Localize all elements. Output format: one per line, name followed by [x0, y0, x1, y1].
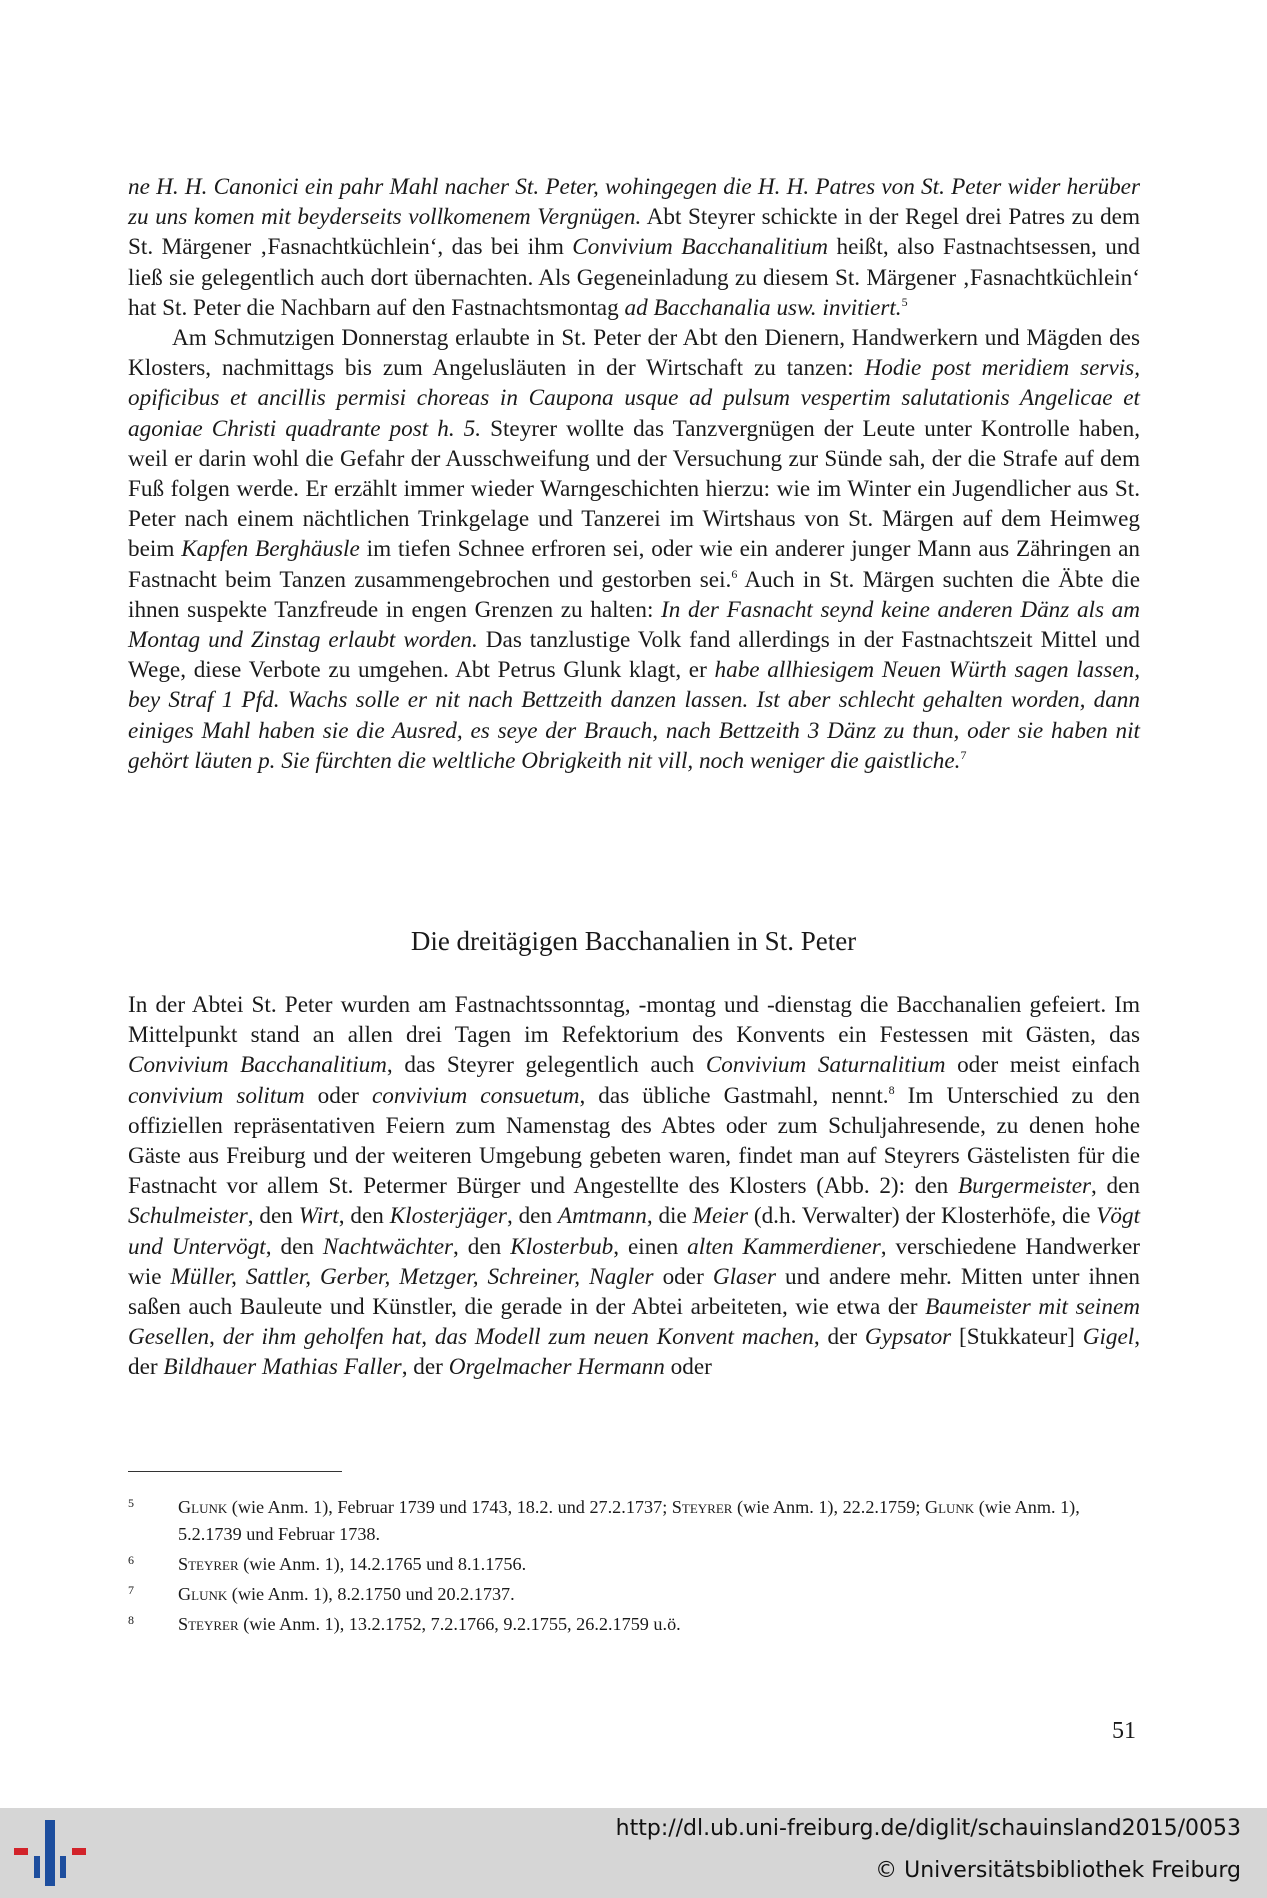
text-run: , den [453, 1233, 511, 1260]
text-run: , den [1091, 1173, 1141, 1200]
text-run: , das übliche Gastmahl, nennt. [579, 1082, 889, 1109]
footnote-number: 7 [128, 1583, 134, 1597]
italic-text: der ihm geholfen hat, das Modell zum neuen Konvent machen [222, 1324, 814, 1351]
author-name: Steyrer [178, 1614, 239, 1634]
italic-text: Nachtwächter [322, 1233, 454, 1260]
text-run: Am Schmutzigen Donnerstag erlaubte in St. Peter der Abt den Dienern, Handwerkern und Mägden des Klosters, nachmittags bis zum Angelusläuten in der Wirtschaft zu tanzen: [128, 325, 1140, 382]
italic-text: Gigel [1082, 1324, 1135, 1351]
text-run: (wie Anm. 1), 22.2.1759; [732, 1497, 925, 1517]
text-run: (wie Anm. 1), Februar 1739 und 1743, 18.2. und 27.2.1737; [227, 1497, 672, 1517]
italic-text: In der Fasnacht seynd keine anderen Dänz als am Montag und Zinstag erlaubt worden. [128, 596, 1140, 654]
section-heading: Die dreitägigen Bacchanalien in St. Peter [410, 926, 857, 956]
footnote [128, 1581, 1140, 1608]
logo-bar-center [45, 1820, 55, 1886]
italic-text: Glaser [712, 1263, 776, 1290]
text-run: Abt Steyrer schickte in der Regel drei Patres zu dem St. Märgener ‚Fasnachtküchlein‘, das bei ihm [128, 204, 1140, 261]
italic-text: Convivium Bacchanalitium [128, 1052, 387, 1079]
text-run: , das Steyrer gelegentlich auch [386, 1052, 706, 1079]
text-run: Im Unterschied zu den offiziellen repräsentativen Feiern zum Namenstag des Abtes oder zum Schuljahresende, zu denen hohe Gäste aus Freiburg und der weiteren Umgebung gebeten waren, findet man auf Steyrers Gästelisten für die Fastnacht vor allem St. Petermer Bürger und Angestellte des Klosters (Abb. 2): den [128, 1082, 1140, 1200]
italic-text: convivium consuetum [371, 1082, 580, 1109]
logo-dash-right [72, 1848, 86, 1855]
text-run: , der [401, 1354, 449, 1381]
author-name: Steyrer [178, 1554, 239, 1574]
text-run: , den [247, 1203, 299, 1230]
footnote-number: 5 [128, 1496, 134, 1510]
italic-text: Kapfen Berghäusle [181, 536, 360, 563]
author-name: Steyrer [671, 1497, 733, 1517]
page-number: 51 [1112, 1718, 1136, 1744]
text-run: , der [813, 1324, 865, 1351]
text-run: (wie Anm. 1), 8.2.1750 und 20.2.1737. [227, 1584, 515, 1604]
italic-text: Schulmeister [128, 1203, 248, 1230]
text-run: oder [664, 1354, 712, 1381]
text-run: [Stukkateur] [951, 1324, 1083, 1351]
body-text-top [128, 172, 1140, 776]
italic-text: ad Bacchanalia usw. invitiert. [624, 294, 902, 321]
text-run: im tiefen Schnee erfroren sei, oder wie ein anderer junger Mann aus Zähringen an Fastnacht beim Tanzen zusammengebrochen und gestorben sei. [128, 536, 1140, 593]
footnote-marker: 7 [960, 747, 967, 762]
text-run: heißt, also Fastnachtsessen, und ließ sie gelegentlich auch dort übernachten. Als Gegeneinladung zu diesem St. Märgener ‚Fasnachtküchlein‘ hat St. Peter die Nachbarn auf den Fastnachtsmontag [128, 234, 1140, 321]
text-run: Steyrer wollte das Tanzvergnügen der Leute unter Kontrolle haben, weil er darin wohl die Gefahr der Ausschweifung und der Versuchung zur Sünde sah, der die Strafe auf dem Fuß folgen werde. Er erzählt immer wieder Warngeschichten hierzu: wie im Winter ein Jugendlicher aus St. Peter nach einem nächtlichen Trinkgelage und Tanzerei im Wirtshaus von St. Märgen auf dem Heimweg beim [128, 415, 1140, 563]
footnote [128, 1611, 1140, 1638]
paragraph [128, 990, 1140, 1383]
paragraph [128, 323, 1140, 776]
text-run: oder [653, 1263, 713, 1290]
text-run: (wie Anm. 1), 13.2.1752, 7.2.1766, 9.2.1755, 26.2.1759 u.ö. [238, 1614, 681, 1634]
italic-text: Bildhauer Mathias Faller [163, 1354, 402, 1381]
italic-text: Baumeister mit seinem Gesellen [128, 1294, 1140, 1351]
text-run: oder [304, 1082, 372, 1109]
text-run: , den [265, 1233, 323, 1260]
footnote-text [178, 1611, 1140, 1638]
copyright-text: © Universitätsbibliothek Freiburg [875, 1858, 1241, 1883]
italic-text: Amtmann [557, 1203, 647, 1230]
text-run: , den [506, 1203, 558, 1230]
author-name: Glunk [924, 1497, 975, 1517]
footnote-text [178, 1551, 1140, 1578]
footnote-marker: 8 [888, 1082, 895, 1097]
italic-text: ne H. H. Canonici ein pahr Mahl nacher St. Peter, wohingegen die H. H. Patres von St. Peter wider herüber zu uns komen mit beyderseits vollkomenem Vergnügen. [128, 174, 1140, 231]
italic-text: convivium solitum [128, 1082, 305, 1109]
italic-text: habe allhiesigem Neuen Würth sagen lassen, bey Straf 1 Pfd. Wachs solle er nit nach Bettzeith danzen lassen. Ist aber schlecht gehalten worden, dann einiges Mahl haben sie die Ausred, es seye der Brauch, nach Bettzeith 3 Dänz zu thun, oder sie haben nit gehört läuten p. Sie fürchten die weltliche Obrigkeith nit vill, noch weniger die gaistliche. [128, 657, 1141, 774]
italic-text: Hodie post meridiem servis, opificibus et ancillis permisi choreas in Caupona usque ad pulsum vespertim salutationis Angelicae et agoniae Christi quadrante post h. 5. [128, 355, 1140, 442]
footnote-marker: 5 [901, 294, 908, 309]
ub-freiburg-logo-icon [14, 1820, 86, 1886]
logo-bar-left [34, 1856, 40, 1878]
text-run: Auch in St. Märgen suchten die Äbte die ihnen suspekte Tanzfreude in engen Grenzen zu halten: [128, 566, 1140, 623]
footnote-marker: 6 [731, 566, 738, 581]
italic-text: alten Kammerdiener [687, 1233, 881, 1260]
footnote-number: 6 [128, 1553, 134, 1567]
paragraph [128, 172, 1140, 323]
text-run: , [209, 1324, 223, 1351]
italic-text: Müller, Sattler, Gerber, Metzger, Schreiner, Nagler [170, 1263, 654, 1290]
italic-text: Vögt und Untervögt [128, 1203, 1141, 1260]
italic-text: Convivium Bacchanalitium [572, 234, 829, 261]
italic-text: Convivium Saturnalitium [705, 1052, 946, 1079]
footer-bar [0, 1808, 1267, 1898]
text-run: , den [338, 1203, 390, 1230]
italic-text: Wirt [298, 1203, 339, 1230]
italic-text: Burgermeister [957, 1173, 1092, 1200]
author-name: Glunk [178, 1497, 228, 1517]
text-run: , die [646, 1203, 693, 1230]
author-name: Glunk [178, 1584, 228, 1604]
footnote-text [178, 1581, 1140, 1608]
italic-text: Klosterjäger [389, 1203, 507, 1230]
text-run: (wie Anm. 1), 14.2.1765 und 8.1.1756. [238, 1554, 527, 1574]
text-run: , einen [613, 1233, 688, 1260]
logo-dash-left [14, 1848, 28, 1855]
italic-text: Klosterbub [510, 1233, 614, 1260]
footnote [128, 1494, 1140, 1548]
body-text-bottom [128, 990, 1140, 1383]
text-run: (wie Anm. 1), 5.2.1739 und Februar 1738. [178, 1497, 1080, 1544]
text-run: , verschiedene Handwerker wie [128, 1233, 1141, 1290]
text-run: oder meist einfach [945, 1052, 1140, 1079]
permalink-url[interactable]: http://dl.ub.uni-freiburg.de/diglit/schauinsland2015/0053 [615, 1816, 1241, 1841]
italic-text: Orgelmacher Hermann [448, 1354, 665, 1381]
text-run: (d.h. Verwalter) der Klosterhöfe, die [748, 1203, 1097, 1230]
text-run: und andere mehr. Mitten unter ihnen saßen auch Bauleute und Künstler, die gerade in der Abtei arbeiteten, wie etwa der [128, 1263, 1141, 1321]
text-run: Das tanzlustige Volk fand allerdings in der Fastnachtszeit Mittel und Wege, diese Verbote zu umgehen. Abt Petrus Glunk klagt, er [128, 627, 1140, 684]
italic-text: Meier [692, 1203, 749, 1230]
footnote-separator [128, 1471, 342, 1472]
footnote-text [178, 1494, 1140, 1548]
text-run: In der Abtei St. Peter wurden am Fastnachtssonntag, -montag und -dienstag die Bacchanalien gefeiert. Im Mittelpunkt stand an allen drei Tagen im Refektorium des Konvents ein Festessen mit Gästen, das [128, 992, 1140, 1049]
text-run: , der [128, 1324, 1141, 1381]
footnote-number: 8 [128, 1613, 134, 1627]
italic-text: Gypsator [864, 1324, 952, 1351]
footnote [128, 1551, 1140, 1578]
logo-bar-right [60, 1856, 66, 1878]
